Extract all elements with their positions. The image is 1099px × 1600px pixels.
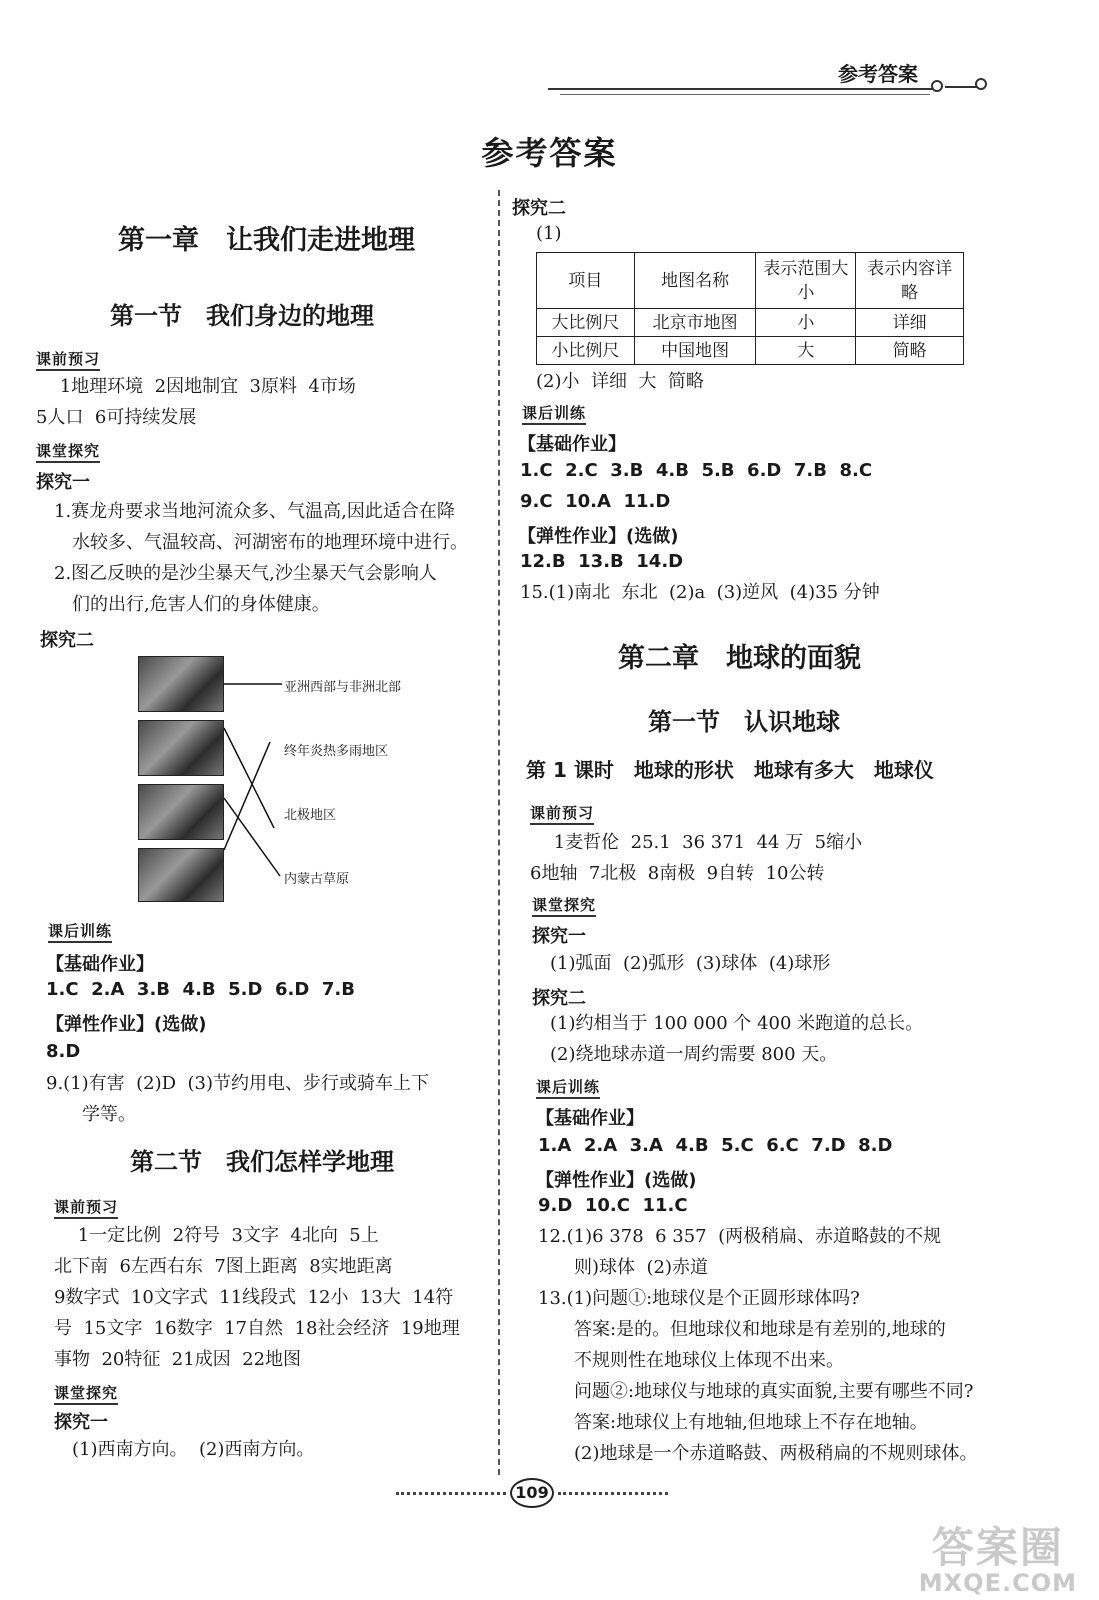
- tag-class-explore: 课堂探究: [532, 894, 596, 917]
- tag-after-class: 课后训练: [536, 1076, 600, 1099]
- pre-answers-line: 号 15文字 16数字 17自然 18社会经济 19地理: [54, 1318, 460, 1339]
- explore-1-text: (1)西南方向。 (2)西南方向。: [54, 1439, 315, 1460]
- table-cell: 小比例尺: [537, 337, 635, 365]
- header-rule: [548, 88, 933, 90]
- table-row: [537, 309, 964, 337]
- basic-homework-answers: 1.A 2.A 3.A 4.B 5.C 6.C 7.D 8.D: [538, 1135, 893, 1156]
- table-cell: 大: [756, 337, 856, 365]
- tag-pre-study: 课前预习: [36, 348, 100, 371]
- explore-2-text: (1)约相当于 100 000 个 400 米跑道的总长。: [532, 1013, 924, 1034]
- tag-after-class: 课后训练: [522, 402, 586, 425]
- basic-homework-label: 【基础作业】: [518, 434, 626, 455]
- pre-answers-line: 6地轴 7北极 8南极 9自转 10公转: [530, 863, 825, 884]
- explore-1-label: 探究一: [532, 926, 586, 947]
- elastic-answer: 12.(1)6 378 6 357 (两极稍扁、赤道略鼓的不规: [538, 1226, 942, 1247]
- pre-answers-line: 事物 20特征 21成因 22地图: [54, 1349, 302, 1370]
- elastic-answer: 则)球体 (2)赤道: [538, 1257, 708, 1278]
- header-circle-icon: [975, 78, 987, 90]
- chapter-2-heading: 第二章 地球的面貌: [618, 643, 861, 674]
- table-cell: 大比例尺: [537, 309, 635, 337]
- explore-1-text: (1)弧面 (2)弧形 (3)球体 (4)球形: [532, 953, 831, 974]
- footer-dots-left: [396, 1492, 506, 1495]
- header-rule-thin: [560, 94, 930, 95]
- photo-grassland: [138, 656, 224, 712]
- table-cell: 详细: [856, 309, 964, 337]
- elastic-answer: 12.B 13.B 14.D: [520, 551, 684, 572]
- basic-homework-label: 【基础作业】: [536, 1108, 644, 1129]
- table-cell: 简略: [856, 337, 964, 365]
- lesson-heading: 第 1 课时 地球的形状 地球有多大 地球仪: [526, 758, 934, 782]
- watermark: [919, 1515, 1077, 1597]
- section-2-heading: 第二节 我们怎样学地理: [130, 1148, 394, 1176]
- table-row: [537, 337, 964, 365]
- section-1-heading: 第一节 我们身边的地理: [110, 302, 374, 330]
- elastic-answer: 答案:地球仪上有地轴,但地球上不存在地轴。: [538, 1412, 928, 1433]
- table-header-cell: 表示内容详略: [856, 253, 964, 309]
- table-header-cell: 项目: [537, 253, 635, 309]
- header-circle-icon: [931, 80, 943, 92]
- table-header-row: [537, 253, 964, 309]
- elastic-answer: 答案:是的。但地球仪和地球是有差别的,地球的: [538, 1319, 946, 1340]
- explore-2-label: 探究二: [40, 630, 94, 651]
- photo-desert: [138, 720, 224, 776]
- basic-homework-answers: 9.C 10.A 11.D: [520, 491, 671, 512]
- basic-homework-answers: 1.C 2.C 3.B 4.B 5.B 6.D 7.B 8.C: [520, 460, 873, 481]
- tag-class-explore: 课堂探究: [36, 440, 100, 463]
- table-cell: 北京市地图: [634, 309, 756, 337]
- explore-1-label: 探究一: [54, 1412, 108, 1433]
- pre-answers-line: 9数字式 10文字式 11线段式 12小 13大 14符: [54, 1287, 454, 1308]
- elastic-answer: 9.(1)有害 (2)D (3)节约用电、步行或骑车上下: [46, 1073, 429, 1094]
- explore-1-text: 们的出行,危害人们的身体健康。: [36, 594, 330, 615]
- page-number: 109: [510, 1478, 554, 1508]
- watermark-url: MXQE.COM: [918, 1569, 1077, 1597]
- pre-answers-line: 1麦哲伦 25.1 36 371 44 万 5缩小: [530, 832, 863, 853]
- match-label-2: 终年炎热多雨地区: [284, 744, 389, 759]
- explore-2-label: 探究二: [532, 988, 586, 1009]
- explore-1-text: 1.赛龙舟要求当地河流众多、气温高,因此适合在降: [36, 501, 455, 522]
- basic-homework-label: 【基础作业】: [46, 954, 154, 975]
- explore-2-text: (2)绕地球赤道一周约需要 800 天。: [532, 1044, 838, 1065]
- question-2-answer: (2)小 详细 大 简略: [536, 371, 704, 392]
- page-title: 参考答案: [481, 134, 618, 172]
- basic-homework-answers: 1.C 2.A 3.B 4.B 5.D 6.D 7.B: [46, 979, 355, 1000]
- tag-after-class: 课后训练: [48, 920, 112, 943]
- photo-rainforest: [138, 848, 224, 902]
- explore-1-text: 水较多、气温较高、河湖密布的地理环境中进行。: [36, 532, 468, 553]
- question-1-label: (1): [536, 223, 562, 244]
- table-cell: 小: [756, 309, 856, 337]
- watermark-logo-text: 答案圈: [931, 1523, 1064, 1572]
- explore-2-label: 探究二: [512, 198, 566, 219]
- elastic-homework-label: 【弹性作业】(选做): [536, 1170, 697, 1191]
- chapter-1-heading: 第一章 让我们走进地理: [118, 225, 415, 256]
- elastic-answer: 学等。: [46, 1104, 136, 1125]
- elastic-answer: 不规则性在地球仪上体现不出来。: [538, 1350, 844, 1371]
- explore-1-label: 探究一: [36, 472, 90, 493]
- match-label-4: 内蒙古草原: [284, 872, 350, 887]
- match-label-1: 亚洲西部与非洲北部: [284, 680, 402, 695]
- elastic-answer: (2)地球是一个赤道略鼓、两极稍扁的不规则球体。: [538, 1443, 978, 1464]
- match-label-3: 北极地区: [284, 808, 337, 823]
- elastic-answer: 15.(1)南北 东北 (2)a (3)逆风 (4)35 分钟: [520, 582, 880, 603]
- table-header-cell: 表示范围大小: [756, 253, 856, 309]
- tag-pre-study: 课前预习: [54, 1196, 118, 1219]
- elastic-answer: 问题②:地球仪与地球的真实面貌,主要有哪些不同?: [538, 1381, 974, 1402]
- elastic-answer: 8.D: [46, 1041, 81, 1062]
- elastic-answer: 9.D 10.C 11.C: [538, 1195, 688, 1216]
- header-rule-tail: [945, 86, 979, 88]
- section-1-heading: 第一节 认识地球: [648, 708, 840, 736]
- tag-class-explore: 课堂探究: [54, 1382, 118, 1405]
- explore-1-text: 2.图乙反映的是沙尘暴天气,沙尘暴天气会影响人: [36, 563, 437, 584]
- pre-answers-line: 1地理环境 2因地制宜 3原料 4市场: [36, 376, 356, 397]
- table-cell: 中国地图: [634, 337, 756, 365]
- pre-answers-line: 1一定比例 2符号 3文字 4北向 5上: [54, 1225, 379, 1246]
- elastic-answer: 13.(1)问题①:地球仪是个正圆形球体吗?: [538, 1288, 860, 1309]
- photo-ice: [138, 784, 224, 840]
- footer-dots-right: [558, 1492, 668, 1495]
- running-header-label: 参考答案: [838, 62, 918, 86]
- column-divider: [498, 190, 500, 1475]
- scale-comparison-table: [536, 252, 964, 365]
- pre-answers-line: 北下南 6左西右东 7图上距离 8实地距离: [54, 1256, 393, 1277]
- matching-lines: [224, 650, 284, 910]
- tag-pre-study: 课前预习: [530, 802, 594, 825]
- elastic-homework-label: 【弹性作业】(选做): [518, 526, 679, 547]
- table-header-cell: 地图名称: [634, 253, 756, 309]
- elastic-homework-label: 【弹性作业】(选做): [46, 1014, 207, 1035]
- pre-answers-line: 5人口 6可持续发展: [36, 407, 197, 428]
